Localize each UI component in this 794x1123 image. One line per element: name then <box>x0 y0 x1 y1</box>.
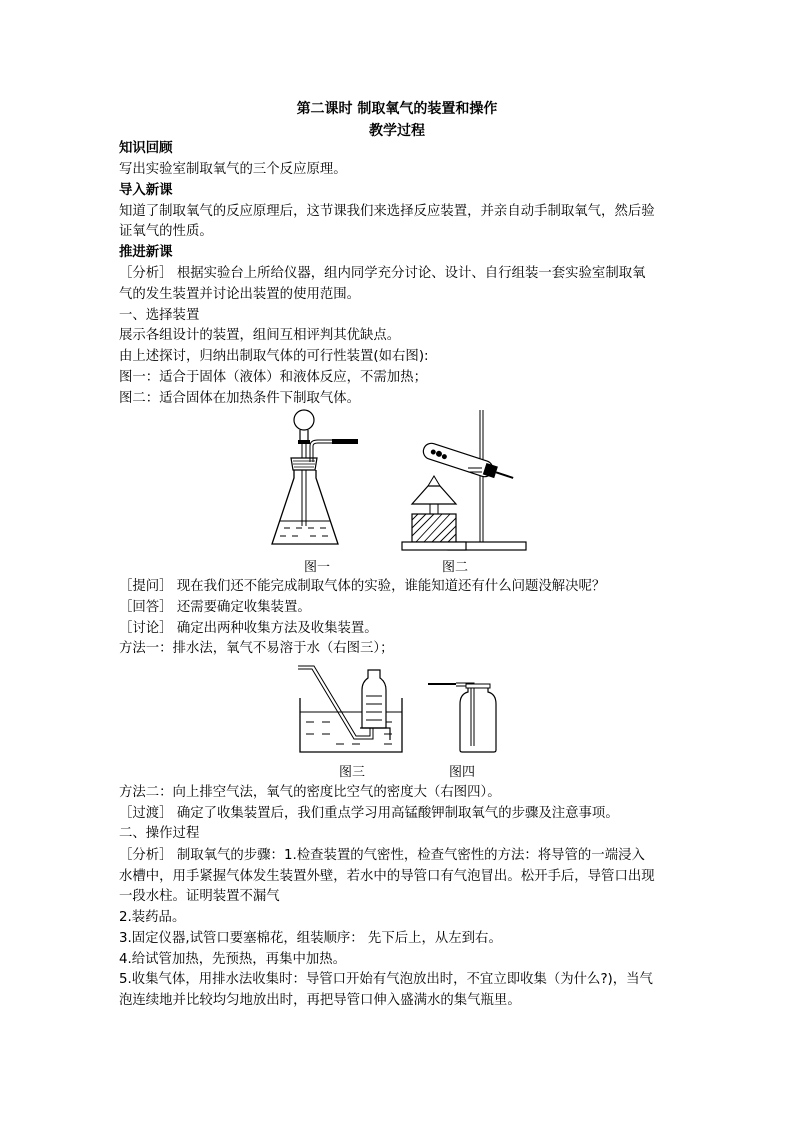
section-heading-intro: 导入新课 <box>119 183 173 198</box>
figure-4-air-displacement <box>428 670 508 755</box>
answer-text: ［回答］ 还需要确定收集装置。 <box>119 600 311 615</box>
intro-text-line-1: 知道了制取氧气的反应原理后，这节课我们来选择反应装置，并亲自动手制取氧气，然后验 <box>119 204 655 219</box>
figure-4-caption: 图四 <box>449 765 476 780</box>
part-two-heading: 二、操作过程 <box>119 826 200 841</box>
analysis-line-1: ［分析］ 根据实验台上所给仪器，组内同学充分讨论、设计、自行组装一套实验室制取氧 <box>119 266 646 281</box>
step-3-text: 3.固定仪器,试管口要塞棉花，组装顺序： 先下后上，从左到右。 <box>119 931 502 946</box>
figure-2-caption: 图二 <box>442 560 469 575</box>
intro-text-line-2: 证氧气的性质。 <box>119 224 213 239</box>
transition-text: ［过渡］ 确定了收集装置后，我们重点学习用高锰酸钾制取氧气的步骤及注意事项。 <box>119 806 619 821</box>
section-heading-review: 知识回顾 <box>119 141 173 156</box>
document-title: 第二课时 制取氧气的装置和操作 <box>296 101 498 117</box>
show-text: 展示各组设计的装置，组间互相评判其优缺点。 <box>119 328 401 343</box>
figure-3-caption: 图三 <box>339 765 366 780</box>
figure-1-flask-apparatus <box>266 406 376 556</box>
summary-text: 由上述探讨，归纳出制取气体的可行性装置(如右图): <box>119 349 429 364</box>
part-one-heading: 一、选择装置 <box>119 308 200 323</box>
fig1-description: 图一：适合于固体（液体）和液体反应，不需加热； <box>119 370 427 385</box>
fig2-description: 图二：适合固体在加热条件下制取气体。 <box>119 391 361 406</box>
figure-2-heating-apparatus <box>398 408 528 556</box>
step-4-text: 4.给试管加热，先预热，再集中加热。 <box>119 952 347 967</box>
steps-line-2: 水槽中，用手紧握气体发生装置外壁，若水中的导管口有气泡冒出。松开手后，导管口出现 <box>119 869 655 884</box>
review-text: 写出实验室制取氧气的三个反应原理。 <box>119 162 347 177</box>
step-5-line-1: 5.收集气体，用排水法收集时：导管口开始有气泡放出时，不宜立即收集（为什么?)，当气 <box>119 972 653 987</box>
figure-1-caption: 图一 <box>304 560 331 575</box>
figure-3-water-collection <box>296 660 406 755</box>
steps-line-1: ［分析］ 制取氧气的步骤：1.检查装置的气密性，检查气密性的方法：将导管的一端浸入 <box>119 848 645 863</box>
document-subtitle: 教学过程 <box>369 123 425 139</box>
question-text: ［提问］ 现在我们还不能完成制取气体的实验，谁能知道还有什么问题没解决呢？ <box>119 579 606 594</box>
method-one-text: 方法一：排水法，氧气不易溶于水（右图三）； <box>119 641 394 656</box>
step-5-line-2: 泡连续地并比较均匀地放出时，再把导管口伸入盛满水的集气瓶里。 <box>119 993 521 1008</box>
method-two-text: 方法二：向上排空气法，氧气的密度比空气的密度大（右图四）。 <box>119 785 501 800</box>
steps-line-3: 一段水柱。证明装置不漏气 <box>119 889 280 904</box>
analysis-line-2: 气的发生装置并讨论出装置的使用范围。 <box>119 287 361 302</box>
section-heading-advance: 推进新课 <box>119 245 173 260</box>
step-2-text: 2.装药品。 <box>119 910 186 925</box>
discuss-text: ［讨论］ 确定出两种收集方法及收集装置。 <box>119 621 378 636</box>
